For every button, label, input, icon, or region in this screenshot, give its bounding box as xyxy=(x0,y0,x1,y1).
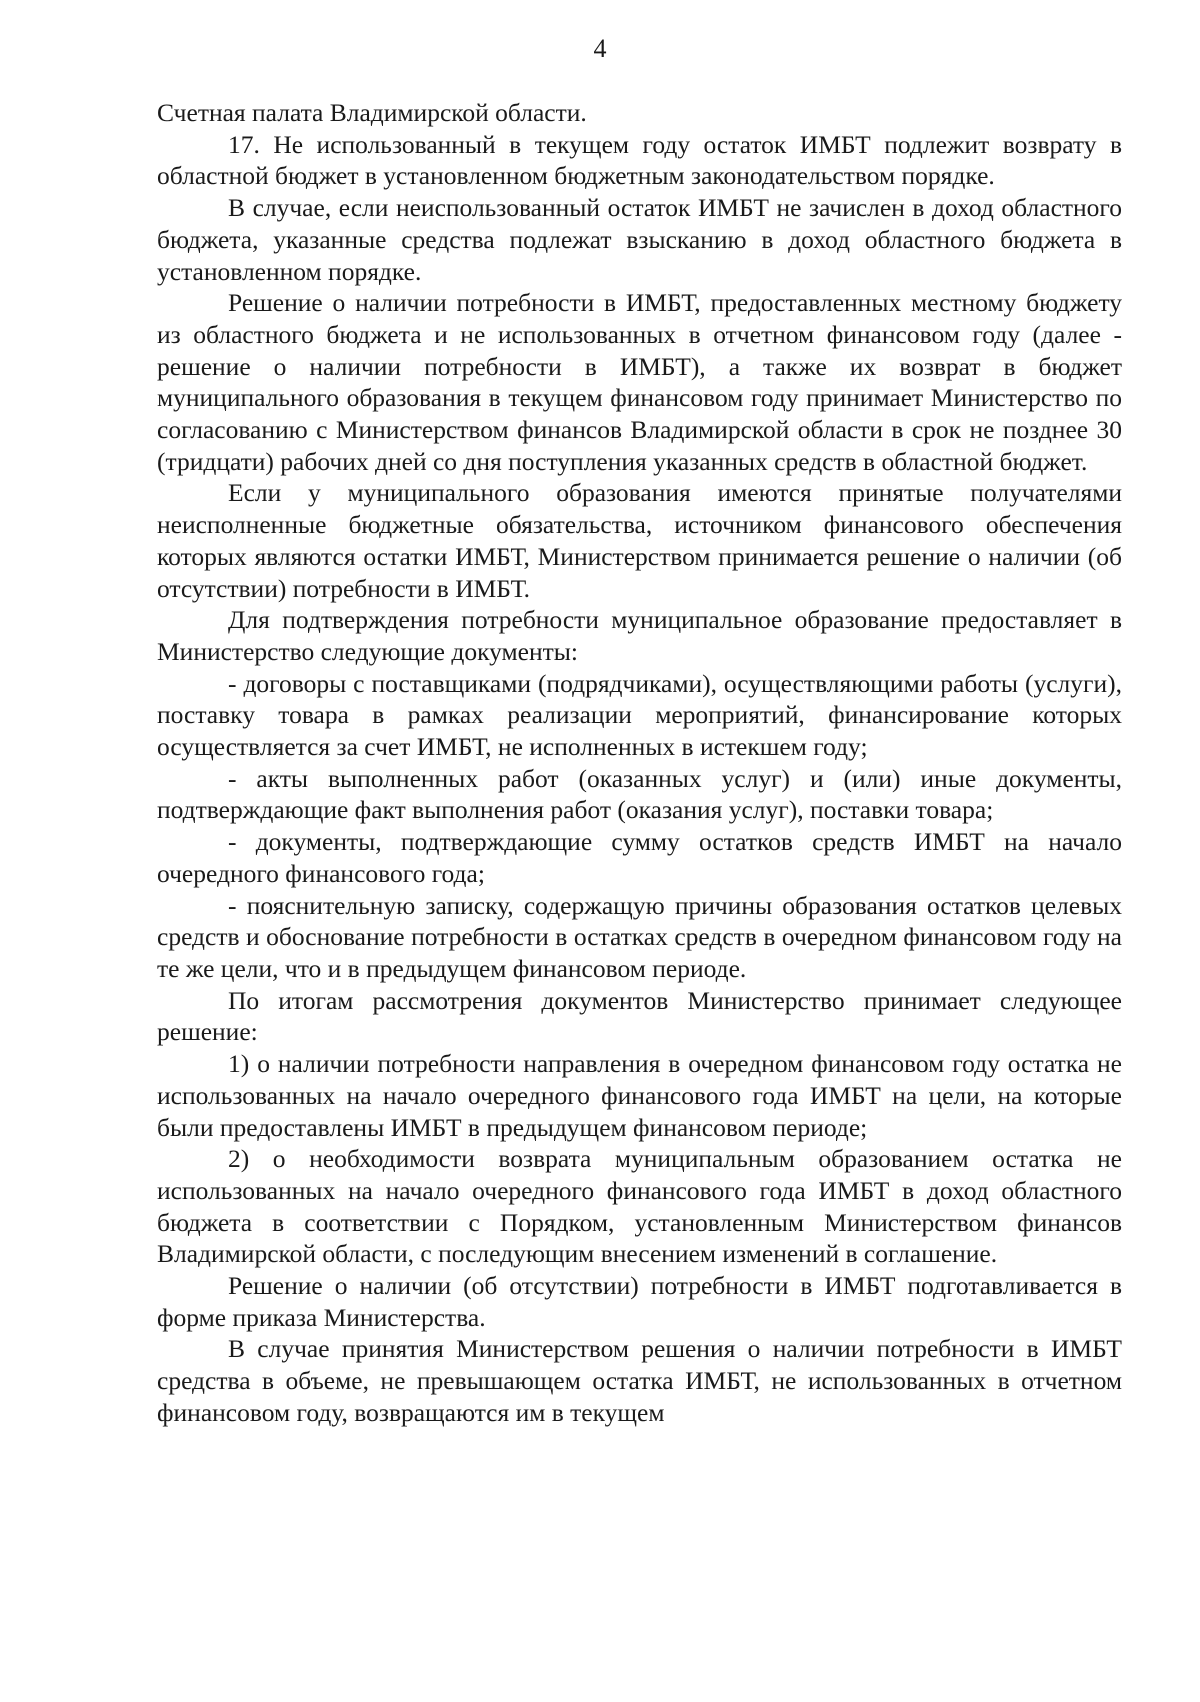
paragraph-return-funds: В случае принятия Министерством решения о наличии потребности в ИМБТ средства в объеме, не превышающем остатка ИМБТ, не использованных в отчетном финансовом году, возвращаются им в текущем xyxy=(157,1334,1122,1427)
paragraph-item-17: 17. Не использованный в текущем году остаток ИМБТ подлежит возврату в областной бюджет в установленном бюджетным законодательством порядке. xyxy=(157,129,1122,191)
list-item-decision-2: 2) о необходимости возврата муниципальным образованием остатка не использованных на начало очередного финансового года ИМБТ в доход областного бюджета в соответствии с Порядком, установленным Министерством финансов Владимирской области, с последующим внесением изменений в соглашение. xyxy=(157,1144,1122,1269)
list-item-contracts: - договоры с поставщиками (подрядчиками), осуществляющими работы (услуги), поставку товара в рамках реализации мероприятий, финансирование которых осуществляется за счет ИМБТ, не исполненных в истекшем году; xyxy=(157,668,1122,762)
paragraph-continuation: Счетная палата Владимирской области. xyxy=(157,98,587,127)
list-item-acts: - акты выполненных работ (оказанных услуг) и (или) иные документы, подтверждающие факт выполнения работ (оказания услуг), поставки товара; xyxy=(157,763,1122,825)
paragraph-review-results: По итогам рассмотрения документов Министерство принимает следующее решение: xyxy=(157,985,1122,1047)
list-item-explanatory-note: - пояснительную записку, содержащую причины образования остатков целевых средств и обоснование потребности в остатках средств в очередном финансовом году на те же цели, что и в предыдущем финансовом периоде. xyxy=(157,890,1122,983)
list-item-balance-documents: - документы, подтверждающие сумму остатков средств ИМБТ на начало очередного финансового года; xyxy=(157,827,1122,888)
document-body xyxy=(157,97,1122,1429)
paragraph-unfulfilled-obligations: Если у муниципального образования имеются принятые получателями неисполненные бюджетные обязательства, источником финансового обеспечения которых являются остатки ИМБТ, Министерством принимается решение о наличии (об отсутствии) потребности в ИМБТ. xyxy=(157,478,1122,603)
paragraph-documents-intro: Для подтверждения потребности муниципальное образование предоставляет в Министерство следующие документы: xyxy=(157,605,1122,666)
list-item-decision-1: 1) о наличии потребности направления в очередном финансовом году остатка не использованных на начало очередного финансового года ИМБТ на цели, на которые были предоставлены ИМБТ в предыдущем финансовом периоде; xyxy=(157,1049,1122,1142)
paragraph-need-decision: Решение о наличии потребности в ИМБТ, предоставленных местному бюджету из областного бюджета и не использованных в отчетном финансовом году (далее - решение о наличии потребности в ИМБТ), а также их возврат в бюджет муниципального образования в текущем финансовом году принимает Министерство по согласованию с Министерством финансов Владимирской области в срок не позднее 30 (тридцати) рабочих дней со дня поступления указанных средств в областной бюджет. xyxy=(157,288,1122,476)
paragraph-order-form: Решение о наличии (об отсутствии) потребности в ИМБТ подготавливается в форме приказа Министерства. xyxy=(157,1271,1122,1332)
paragraph-unspent-balance: В случае, если неиспользованный остаток ИМБТ не зачислен в доход областного бюджета, указанные средства подлежат взысканию в доход областного бюджета в установленном порядке. xyxy=(157,193,1122,286)
page-number: 4 xyxy=(593,34,607,63)
